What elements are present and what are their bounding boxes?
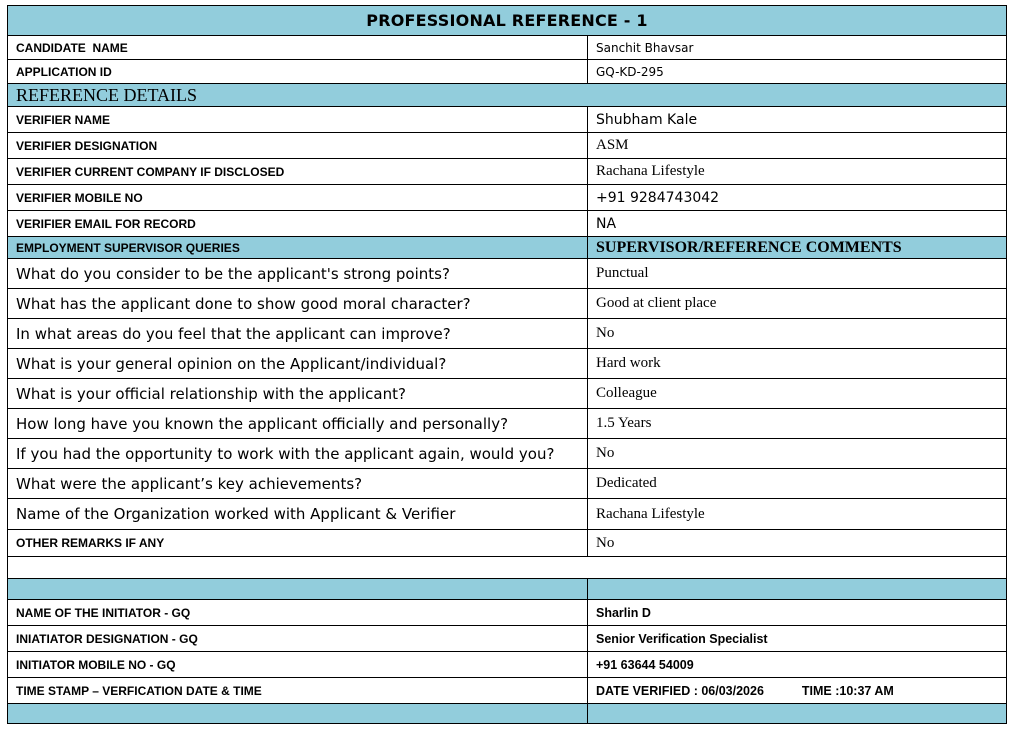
initiator-row (8, 652, 1007, 678)
form-title: PROFESSIONAL REFERENCE - 1 (8, 6, 1007, 36)
verifier-designation-label: VERIFIER DESIGNATION (8, 133, 588, 159)
query-answer: Dedicated (588, 469, 1007, 499)
query-row (8, 349, 1007, 379)
query-answer: Hard work (588, 349, 1007, 379)
query-row (8, 409, 1007, 439)
footer-band-row (8, 704, 1007, 724)
verifier-mobile-label: VERIFIER MOBILE NO (8, 185, 588, 211)
query-row (8, 499, 1007, 530)
timestamp-value (588, 678, 1007, 704)
timestamp-label: TIME STAMP – VERFICATION DATE & TIME (8, 678, 588, 704)
verifier-email-value: NA (588, 211, 1007, 237)
query-answer: Rachana Lifestyle (588, 499, 1007, 530)
query-question: What is your general opinion on the Applicant/individual? (8, 349, 588, 379)
timestamp-row (8, 678, 1007, 704)
initiator-mobile-label: INITIATOR MOBILE NO - GQ (8, 652, 588, 678)
initiator-mobile-value: +91 63644 54009 (588, 652, 1007, 678)
initiator-band-row (8, 579, 1007, 600)
verifier-row (8, 159, 1007, 185)
query-question: What has the applicant done to show good moral character? (8, 289, 588, 319)
query-answer: Colleague (588, 379, 1007, 409)
query-question: Name of the Organization worked with Applicant & Verifier (8, 499, 588, 530)
query-question: What were the applicant’s key achievements? (8, 469, 588, 499)
query-question: What is your official relationship with the applicant? (8, 379, 588, 409)
query-row (8, 439, 1007, 469)
band-cell (8, 704, 588, 724)
query-answer: Good at client place (588, 289, 1007, 319)
verifier-name-label: VERIFIER NAME (8, 107, 588, 133)
query-answer: No (588, 319, 1007, 349)
candidate-name-label: CANDIDATE NAME (8, 36, 588, 60)
title-row (8, 6, 1007, 36)
band-cell (8, 579, 588, 600)
band-cell (588, 579, 1007, 600)
application-id-value: GQ-KD-295 (588, 60, 1007, 84)
initiator-row (8, 626, 1007, 652)
date-verified: DATE VERIFIED : 06/03/2026 (596, 683, 764, 698)
candidate-name-row (8, 36, 1007, 60)
professional-reference-form (7, 5, 1007, 724)
application-id-row (8, 60, 1007, 84)
candidate-name-value: Sanchit Bhavsar (588, 36, 1007, 60)
other-remarks-value: No (588, 530, 1007, 557)
initiator-designation-value: Senior Verification Specialist (588, 626, 1007, 652)
time-verified: TIME :10:37 AM (801, 683, 894, 698)
verifier-row (8, 133, 1007, 159)
initiator-name-label: NAME OF THE INITIATOR - GQ (8, 600, 588, 626)
verifier-mobile-value: +91 9284743042 (588, 185, 1007, 211)
queries-header-left: EMPLOYMENT SUPERVISOR QUERIES (8, 237, 588, 259)
query-row (8, 259, 1007, 289)
band-cell (588, 704, 1007, 724)
other-remarks-row (8, 530, 1007, 557)
queries-header-right: SUPERVISOR/REFERENCE COMMENTS (588, 237, 1007, 259)
verifier-email-label: VERIFIER EMAIL FOR RECORD (8, 211, 588, 237)
initiator-designation-label: INIATIATOR DESIGNATION - GQ (8, 626, 588, 652)
query-row (8, 469, 1007, 499)
other-remarks-label: OTHER REMARKS IF ANY (8, 530, 588, 557)
verifier-row (8, 211, 1007, 237)
verifier-designation-value: ASM (588, 133, 1007, 159)
initiator-row (8, 600, 1007, 626)
verifier-name-value: Shubham Kale (588, 107, 1007, 133)
query-question: What do you consider to be the applicant's strong points? (8, 259, 588, 289)
blank-row (8, 557, 1007, 579)
queries-header-row (8, 237, 1007, 259)
verifier-row (8, 185, 1007, 211)
blank-cell (8, 557, 1007, 579)
verifier-company-value: Rachana Lifestyle (588, 159, 1007, 185)
query-row (8, 319, 1007, 349)
query-answer: Punctual (588, 259, 1007, 289)
query-question: If you had the opportunity to work with the applicant again, would you? (8, 439, 588, 469)
query-row (8, 379, 1007, 409)
query-question: In what areas do you feel that the applicant can improve? (8, 319, 588, 349)
verifier-row (8, 107, 1007, 133)
initiator-name-value: Sharlin D (588, 600, 1007, 626)
application-id-label: APPLICATION ID (8, 60, 588, 84)
query-question: How long have you known the applicant officially and personally? (8, 409, 588, 439)
reference-details-row (8, 84, 1007, 107)
query-answer: 1.5 Years (588, 409, 1007, 439)
verifier-company-label: VERIFIER CURRENT COMPANY IF DISCLOSED (8, 159, 588, 185)
reference-details-heading: REFERENCE DETAILS (8, 84, 1007, 107)
query-row (8, 289, 1007, 319)
query-answer: No (588, 439, 1007, 469)
